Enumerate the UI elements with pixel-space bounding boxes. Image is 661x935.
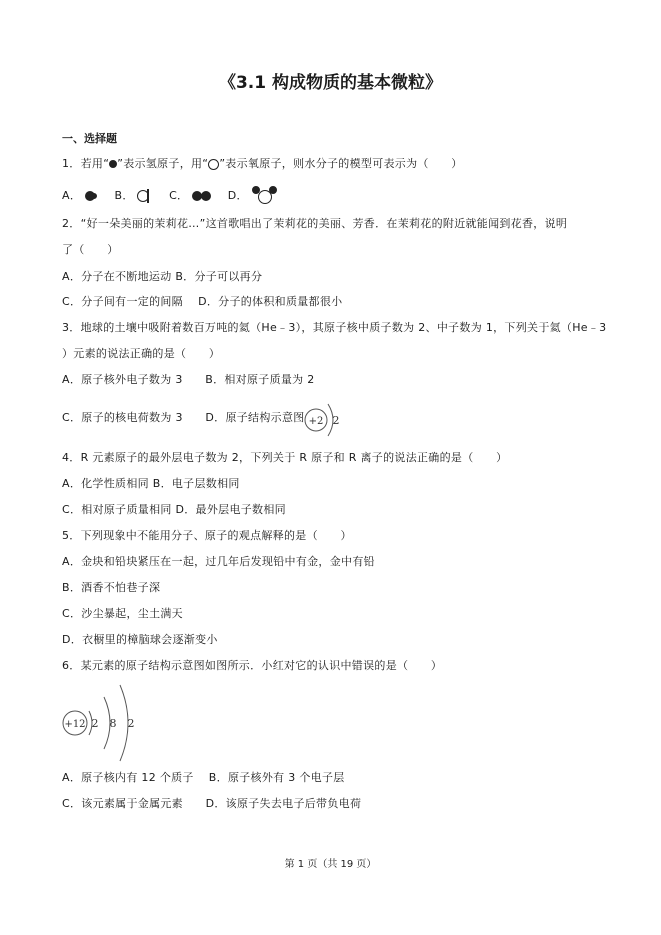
question-6-line-1: 6．某元素的原子结构示意图如图所示．小红对它的认识中错误的是（ ） xyxy=(62,659,443,672)
question-4-line-1: 4．R 元素原子的最外层电子数为 2，下列关于 R 原子和 R 离子的说法正确的是（ ） xyxy=(62,451,508,464)
q1-option-b-model-icon xyxy=(137,189,153,203)
hydrogen-atom-icon xyxy=(109,160,117,168)
question-2-line-2: 了（ ） xyxy=(62,243,119,256)
q1-option-d-model-icon xyxy=(252,186,280,206)
oxygen-atom-icon xyxy=(208,159,219,170)
helium-shell-electrons: 2 xyxy=(332,414,340,427)
q1-stem-part-b: ”表示氢原子，用“ xyxy=(117,157,209,170)
shell-1-electrons: 2 xyxy=(91,717,99,730)
question-5-option-a: A．金块和铅块紧压在一起，过几年后发现铅中有金，金中有铅 xyxy=(62,555,375,568)
q1-option-b-label: B． xyxy=(114,189,134,202)
q1-option-d-label: D． xyxy=(227,189,248,202)
question-1-options xyxy=(62,186,280,206)
q1-stem-part-a: 1．若用“ xyxy=(62,157,110,170)
question-5-line-1: 5．下列现象中不能用分子、原子的观点解释的是（ ） xyxy=(62,529,352,542)
q1-option-c-model-icon xyxy=(192,190,214,202)
page-footer: 第 1 页（共 19 页） xyxy=(284,859,377,870)
question-1-stem xyxy=(62,157,463,171)
question-3-options-ab: A．原子核外电子数为 3 B．相对原子质量为 2 xyxy=(62,373,315,386)
helium-atom-structure-diagram xyxy=(298,400,348,440)
question-2-options-cd: C．分子间有一定的间隔 D．分子的体积和质量都很小 xyxy=(62,295,343,308)
section-heading: 一、选择题 xyxy=(62,132,117,145)
question-5-option-b: B．酒香不怕巷子深 xyxy=(62,581,161,594)
question-3-options-cd: C．原子的核电荷数为 3 D．原子结构示意图 xyxy=(62,411,305,424)
question-3-line-1: 3．地球的土壤中吸附着数百万吨的氦（He﹣3），其原子核中质子数为 2、中子数为 1，下列关于氦（He﹣3 xyxy=(62,321,607,334)
question-5-option-c: C．沙尘暴起，尘土满天 xyxy=(62,607,183,620)
helium-nucleus-charge: +2 xyxy=(308,416,324,427)
question-4-options-cd: C．相对原子质量相同 D．最外层电子数相同 xyxy=(62,503,286,516)
q1-option-a-label: A． xyxy=(62,189,82,202)
shell-2-electrons: 8 xyxy=(109,717,117,730)
magnesium-nucleus-charge: +12 xyxy=(64,719,86,730)
question-5-option-d: D．衣橱里的樟脑球会逐渐变小 xyxy=(62,633,218,646)
question-3-line-2: ）元素的说法正确的是（ ） xyxy=(62,347,221,360)
magnesium-atom-structure-diagram xyxy=(60,683,140,763)
q1-option-a-model-icon xyxy=(85,190,99,202)
q1-option-c-label: C． xyxy=(169,189,189,202)
question-2-options-ab: A．分子在不断地运动 B．分子可以再分 xyxy=(62,270,263,283)
shell-3-electrons: 2 xyxy=(127,717,135,730)
page-title: 《3.1 构成物质的基本微粒》 xyxy=(218,73,443,93)
question-2-line-1: 2．“好一朵美丽的茉莉花…”这首歌唱出了茉莉花的美丽、芳香．在茉莉花的附近就能闻到花香，说明 xyxy=(62,217,568,230)
question-6-options-cd: C．该元素属于金属元素 D．该原子失去电子后带负电荷 xyxy=(62,797,362,810)
q1-stem-part-c: ”表示氧原子，则水分子的模型可表示为（ ） xyxy=(219,157,463,170)
question-4-options-ab: A．化学性质相同 B．电子层数相同 xyxy=(62,477,240,490)
question-6-options-ab: A．原子核内有 12 个质子 B．原子核外有 3 个电子层 xyxy=(62,771,345,784)
